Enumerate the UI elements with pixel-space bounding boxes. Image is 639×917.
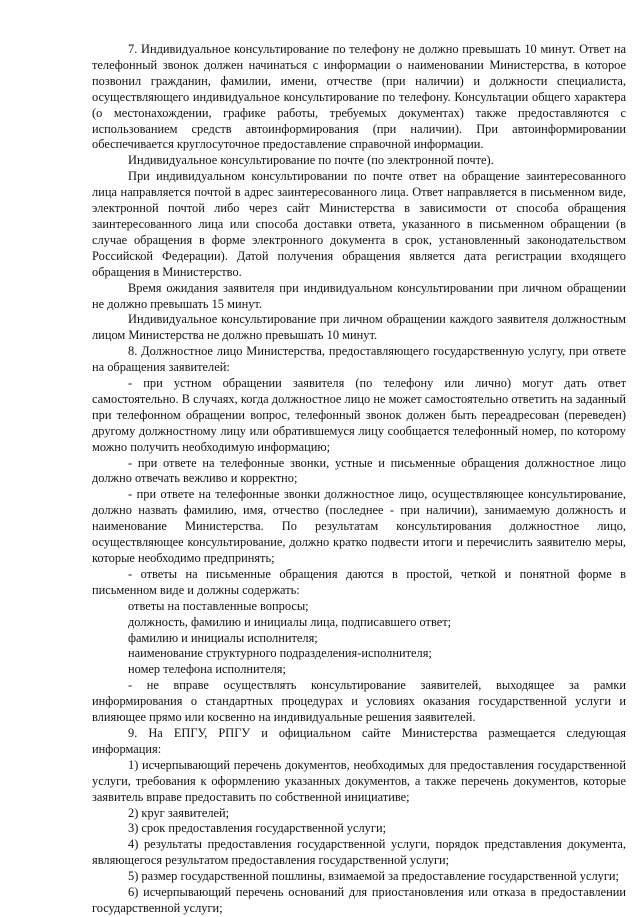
- paragraph: При индивидуальном консультировании по почте ответ на обращение заинтересованного лица направляется почтой в адрес заинтересованного лица. Ответ направляется в письменном виде, электронной почтой либо через сайт Министерства в зависимости от способа обращения заинтересованного лица или способа доставки ответа, указанного в письменном обращении (в случае обращения в форме электронного документа в срок, установленный законодательством Российской Федерации). Датой получения обращения является дата регистрации входящего обращения в Министерство.: [92, 169, 626, 279]
- paragraph: Время ожидания заявителя при индивидуальном консультировании при личном обращении не должно превышать 15 минут.: [92, 280, 626, 311]
- paragraph: 3) срок предоставления государственной услуги;: [128, 821, 387, 836]
- paragraph: 1) исчерпывающий перечень документов, необходимых для предоставления государственной услуги, требования к оформлению указанных документов, а также перечень документов, которые заявитель вправе предоставить по собственной инициативе;: [92, 757, 626, 804]
- paragraph: - при ответе на телефонные звонки должностное лицо, осуществляющее консультирование, должно назвать фамилию, имя, отчество (последнее - при наличии), занимаемую должность и наименование Министерства. По результатам консультирования должностное лицо, осуществляющее консультирование, должно кратко подвести итоги и перечислить заявителю меры, которые необходимо предпринять;: [92, 487, 626, 565]
- list-item: должность, фамилию и инициалы лица, подписавшего ответ;: [128, 614, 452, 629]
- paragraph: 6) исчерпывающий перечень оснований для приостановления или отказа в предоставлении государственной услуги;: [92, 885, 626, 915]
- paragraph: - при ответе на телефонные звонки, устные и письменные обращения должностное лицо должно отвечать вежливо и корректно;: [92, 455, 626, 486]
- paragraph: 4) результаты предоставления государственной услуги, порядок представления документа, являющегося результатом предоставления государственной услуги;: [92, 837, 626, 868]
- list-item: ответы на поставленные вопросы;: [128, 598, 309, 613]
- paragraph: 5) размер государственной пошлины, взимаемой за предоставление государственной услуги;: [128, 869, 619, 884]
- paragraph: Индивидуальное консультирование по почте (по электронной почте).: [128, 153, 494, 168]
- list-item: фамилию и инициалы исполнителя;: [128, 630, 318, 645]
- paragraph: - при устном обращении заявителя (по телефону или лично) могут дать ответ самостоятельно. В случаях, когда должностное лицо не может самостоятельно ответить на заданный при телефонном обращении вопрос, телефонный звонок должен быть переадресован (переведен) другому должностному лицу или обратившемуся лицу сообщается телефонный номер, по которому можно получить необходимую информацию;: [92, 376, 626, 454]
- paragraph: - не вправе осуществлять консультирование заявителей, выходящее за рамки информирования о стандартных процедурах и условиях оказания государственной услуги и влияющее прямо или косвенно на индивидуальные решения заявителей.: [92, 678, 626, 725]
- list-item: наименование структурного подразделения-исполнителя;: [128, 646, 432, 661]
- list-item: номер телефона исполнителя;: [128, 662, 286, 677]
- paragraph: 7. Индивидуальное консультирование по телефону не должно превышать 10 минут. Ответ на телефонный звонок должен начинаться с информации о наименовании Министерства, в которое позвонил гражданин, фамилии, имени, отчестве (при наличии) и должности специалиста, осуществляющего индивидуальное консультирование по телефону. Консультации общего характера (о местонахождении, графике работы, требуемых документах) также предоставляются с использованием средств автоинформирования (при наличии). При автоинформировании обеспечивается круглосуточное предоставление справочной информации.: [92, 42, 626, 152]
- paragraph: 8. Должностное лицо Министерства, предоставляющего государственную услугу, при ответе на обращения заявителей:: [92, 344, 626, 375]
- paragraph: 2) круг заявителей;: [128, 805, 230, 820]
- paragraph: - ответы на письменные обращения даются в простой, четкой и понятной форме в письменном виде и должны содержать:: [92, 566, 626, 597]
- paragraph: 9. На ЕПГУ, РПГУ и официальном сайте Министерства размещается следующая информация:: [92, 725, 626, 756]
- document-page: [92, 42, 626, 917]
- paragraph: Индивидуальное консультирование при личном обращении каждого заявителя должностным лицом Министерства не должно превышать 10 минут.: [92, 312, 626, 343]
